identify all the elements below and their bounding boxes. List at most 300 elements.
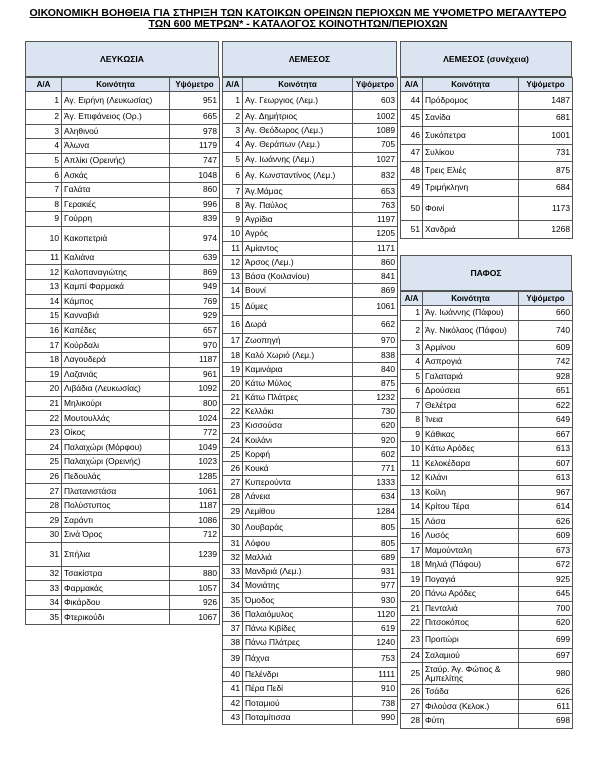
community-name: Τσακίστρα — [62, 566, 170, 581]
table-row — [223, 92, 398, 110]
altitude-value: 1048 — [170, 168, 220, 183]
row-number: 11 — [26, 250, 62, 265]
table-row — [26, 469, 220, 484]
table-row — [26, 484, 220, 499]
altitude-value: 840 — [353, 362, 398, 376]
table-row — [26, 168, 220, 183]
altitude-value: 1086 — [170, 513, 220, 528]
row-number: 39 — [223, 650, 243, 668]
community-name: Φικάρδου — [62, 595, 170, 610]
community-name: Άλωνα — [62, 139, 170, 154]
lemesos-title: ΛΕΜΕΣΟΣ — [222, 41, 397, 77]
row-number: 31 — [223, 536, 243, 550]
row-number: 17 — [26, 338, 62, 353]
altitude-value: 978 — [170, 124, 220, 139]
table-row — [401, 221, 573, 239]
table-row — [223, 391, 398, 405]
row-number: 5 — [26, 153, 62, 168]
row-number: 49 — [401, 179, 423, 197]
table-row — [26, 396, 220, 411]
altitude-value: 929 — [170, 309, 220, 324]
column-header-community: Κοινότητα — [62, 78, 170, 92]
row-number: 36 — [223, 607, 243, 621]
table-row — [401, 369, 573, 384]
community-name: Κουκά — [243, 461, 353, 475]
altitude-value: 875 — [519, 162, 573, 180]
altitude-value: 961 — [170, 367, 220, 382]
altitude-value: 697 — [519, 648, 573, 663]
table-row — [223, 650, 398, 668]
community-name: Ποταμίτισσα — [243, 710, 353, 724]
table-row — [26, 309, 220, 324]
table-row — [26, 139, 220, 154]
row-number: 9 — [223, 213, 243, 227]
altitude-value: 684 — [519, 179, 573, 197]
altitude-value: 619 — [353, 621, 398, 635]
altitude-value: 1179 — [170, 139, 220, 154]
altitude-value: 1002 — [353, 110, 398, 124]
table-row — [26, 197, 220, 212]
row-number: 46 — [401, 127, 423, 145]
altitude-value: 880 — [170, 566, 220, 581]
community-name: Λεμίθου — [243, 504, 353, 518]
community-name: Ποταμιού — [243, 696, 353, 710]
community-name: Κανναβιά — [62, 309, 170, 324]
altitude-value: 839 — [170, 212, 220, 227]
community-name: Απλίκι (Ορεινής) — [62, 153, 170, 168]
row-number: 14 — [401, 500, 423, 515]
community-name: Μονιάτης — [243, 579, 353, 593]
column-header-community: Κοινότητα — [423, 292, 519, 306]
table-row — [223, 447, 398, 461]
community-name: Τσάδα — [423, 685, 519, 700]
table-header-row — [223, 78, 398, 92]
community-name: Φύτη — [423, 714, 519, 729]
row-number: 12 — [223, 255, 243, 269]
community-name: Κορφή — [243, 447, 353, 461]
lemesos-cont-title: ΛΕΜΕΣΟΣ (συνέχεια) — [400, 41, 572, 77]
community-name: Παλαιόμυλος — [243, 607, 353, 621]
altitude-value: 738 — [353, 696, 398, 710]
community-name: Καλό Χωριό (Λεμ.) — [243, 348, 353, 362]
altitude-value: 645 — [519, 587, 573, 602]
community-name: Χανδριά — [423, 221, 519, 239]
altitude-value: 1049 — [170, 440, 220, 455]
table-row — [401, 616, 573, 631]
altitude-value: 763 — [353, 198, 398, 212]
community-name: Κάτω Πλάτρες — [243, 391, 353, 405]
altitude-value: 1061 — [170, 484, 220, 499]
row-number: 27 — [223, 476, 243, 490]
altitude-value: 996 — [170, 197, 220, 212]
row-number: 51 — [401, 221, 423, 239]
altitude-value: 665 — [170, 110, 220, 125]
table-row — [401, 162, 573, 180]
column-header-altitude: Υψόμετρο — [170, 78, 220, 92]
column-header-community: Κοινότητα — [243, 78, 353, 92]
row-number: 17 — [223, 334, 243, 348]
table-row — [26, 498, 220, 513]
table-row — [26, 279, 220, 294]
altitude-value: 931 — [353, 565, 398, 579]
altitude-value: 1285 — [170, 469, 220, 484]
row-number: 30 — [26, 528, 62, 543]
altitude-value: 603 — [353, 92, 398, 110]
altitude-value: 1173 — [519, 197, 573, 221]
community-name: Κελλάκι — [243, 405, 353, 419]
table-row — [223, 227, 398, 241]
table-row — [223, 198, 398, 212]
community-name: Πάνω Κιβίδες — [243, 621, 353, 635]
altitude-value: 910 — [353, 682, 398, 696]
community-name: Καπέδες — [62, 323, 170, 338]
altitude-value: 660 — [519, 306, 573, 321]
row-number: 15 — [26, 309, 62, 324]
table-row — [223, 461, 398, 475]
table-row — [223, 433, 398, 447]
row-number: 35 — [26, 610, 62, 625]
altitude-value: 925 — [519, 572, 573, 587]
table-row — [401, 320, 573, 340]
table-row — [223, 668, 398, 682]
table-row — [223, 362, 398, 376]
table-row — [401, 514, 573, 529]
table-row — [26, 352, 220, 367]
row-number: 3 — [401, 340, 423, 355]
altitude-value: 698 — [519, 714, 573, 729]
table-row — [401, 648, 573, 663]
altitude-value: 1240 — [353, 636, 398, 650]
altitude-value: 657 — [170, 323, 220, 338]
community-name: Δωρά — [243, 316, 353, 334]
table-row — [26, 250, 220, 265]
table-row — [26, 411, 220, 426]
altitude-value: 620 — [353, 419, 398, 433]
row-number: 33 — [26, 581, 62, 596]
row-number: 28 — [401, 714, 423, 729]
table-row — [401, 92, 573, 110]
row-number: 30 — [223, 518, 243, 536]
row-number: 3 — [223, 124, 243, 138]
table-row — [223, 565, 398, 579]
table-row — [223, 504, 398, 518]
table-row — [26, 323, 220, 338]
altitude-value: 1197 — [353, 213, 398, 227]
row-number: 25 — [401, 663, 423, 685]
altitude-value: 928 — [519, 369, 573, 384]
table-row — [401, 413, 573, 428]
table-row — [26, 153, 220, 168]
row-number: 34 — [223, 579, 243, 593]
altitude-value: 1232 — [353, 391, 398, 405]
row-number: 11 — [401, 456, 423, 471]
altitude-value: 626 — [519, 514, 573, 529]
row-number: 23 — [223, 419, 243, 433]
row-number: 19 — [223, 362, 243, 376]
altitude-value: 1120 — [353, 607, 398, 621]
row-number: 14 — [223, 284, 243, 298]
community-name: Κισσούσα — [243, 419, 353, 433]
column-header-altitude: Υψόμετρο — [519, 78, 573, 92]
altitude-value: 740 — [519, 320, 573, 340]
row-number: 47 — [401, 144, 423, 162]
row-number: 9 — [401, 427, 423, 442]
table-row — [401, 179, 573, 197]
community-name: Σινά Όρος — [62, 528, 170, 543]
community-name: Γερακιές — [62, 197, 170, 212]
row-number: 3 — [26, 124, 62, 139]
table-row — [223, 518, 398, 536]
altitude-value: 951 — [170, 92, 220, 110]
altitude-value: 602 — [353, 447, 398, 461]
altitude-value: 651 — [519, 384, 573, 399]
row-number: 18 — [26, 352, 62, 367]
table-row — [26, 367, 220, 382]
altitude-value: 1092 — [170, 382, 220, 397]
row-number: 4 — [223, 138, 243, 152]
community-name: Αγ. Γεωργιος (Λεμ.) — [243, 92, 353, 110]
community-name: Πάνω Πλάτρες — [243, 636, 353, 650]
community-name: Κάτω Μύλος — [243, 376, 353, 390]
community-name: Συλίκου — [423, 144, 519, 162]
altitude-value: 841 — [353, 269, 398, 283]
community-name: Ασκάς — [62, 168, 170, 183]
altitude-value: 689 — [353, 550, 398, 564]
table-row — [401, 601, 573, 616]
table-row — [401, 529, 573, 544]
row-number: 20 — [401, 587, 423, 602]
altitude-value: 673 — [519, 543, 573, 558]
table-row — [401, 558, 573, 573]
table-row — [223, 696, 398, 710]
table-row — [401, 427, 573, 442]
table-header-row — [401, 292, 573, 306]
column-header-altitude: Υψόμετρο — [519, 292, 573, 306]
table-row — [223, 476, 398, 490]
table-row — [223, 607, 398, 621]
community-name: Οίκος — [62, 425, 170, 440]
altitude-value: 613 — [519, 442, 573, 457]
row-number: 16 — [401, 529, 423, 544]
community-name: Σαλαμιού — [423, 648, 519, 663]
row-number: 5 — [223, 152, 243, 166]
altitude-value: 970 — [170, 338, 220, 353]
table-row — [26, 226, 220, 250]
community-name: Άγ. Επιφάνειος (Ορ.) — [62, 110, 170, 125]
community-name: Αγ. Θεόδωρος (Λεμ.) — [243, 124, 353, 138]
pafos-title: ΠΑΦΟΣ — [400, 255, 572, 291]
altitude-value: 838 — [353, 348, 398, 362]
altitude-value: 990 — [353, 710, 398, 724]
altitude-value: 620 — [519, 616, 573, 631]
row-number: 1 — [26, 92, 62, 110]
community-name: Άγ. Ιωάννης (Πάφου) — [423, 306, 519, 321]
table-row — [223, 241, 398, 255]
table-row — [401, 306, 573, 321]
community-name: Αγ. Δημήτριος — [243, 110, 353, 124]
table-row — [223, 152, 398, 166]
community-name: Τριμήκληνη — [423, 179, 519, 197]
table-row — [223, 334, 398, 348]
row-number: 24 — [223, 433, 243, 447]
altitude-value: 626 — [519, 685, 573, 700]
table-row — [26, 110, 220, 125]
table-row — [401, 485, 573, 500]
table-row — [26, 182, 220, 197]
row-number: 1 — [223, 92, 243, 110]
row-number: 35 — [223, 593, 243, 607]
community-name: Σπήλια — [62, 542, 170, 566]
community-name: Κακοπετριά — [62, 226, 170, 250]
community-name: Πιτσοκόπος — [423, 616, 519, 631]
community-name: Λόφου — [243, 536, 353, 550]
community-name: Φοινί — [423, 197, 519, 221]
row-number: 21 — [223, 391, 243, 405]
row-number: 40 — [223, 668, 243, 682]
row-number: 8 — [26, 197, 62, 212]
row-number: 10 — [26, 226, 62, 250]
row-number: 18 — [401, 558, 423, 573]
community-name: Δρούσεια — [423, 384, 519, 399]
row-number: 21 — [401, 601, 423, 616]
column-header-aa: Α/Α — [401, 292, 423, 306]
table-row — [223, 636, 398, 650]
community-name: Πολύστυπος — [62, 498, 170, 513]
table-row — [26, 440, 220, 455]
altitude-value: 614 — [519, 500, 573, 515]
altitude-value: 771 — [353, 461, 398, 475]
row-number: 48 — [401, 162, 423, 180]
row-number: 7 — [223, 184, 243, 198]
community-name: Καλοπαναγιώτης — [62, 265, 170, 280]
row-number: 7 — [401, 398, 423, 413]
community-name: Άγ.Μάμας — [243, 184, 353, 198]
table-row — [401, 398, 573, 413]
altitude-value: 860 — [170, 182, 220, 197]
community-name: Λυσός — [423, 529, 519, 544]
altitude-value: 613 — [519, 471, 573, 486]
row-number: 16 — [223, 316, 243, 334]
community-name: Καμπί Φαρμακά — [62, 279, 170, 294]
altitude-value: 607 — [519, 456, 573, 471]
table-row — [223, 682, 398, 696]
altitude-value: 622 — [519, 398, 573, 413]
column-header-aa: Α/Α — [26, 78, 62, 92]
row-number: 29 — [223, 504, 243, 518]
community-name: Γαλάτα — [62, 182, 170, 197]
community-name: Μηλικούρι — [62, 396, 170, 411]
altitude-value: 1268 — [519, 221, 573, 239]
row-number: 22 — [223, 405, 243, 419]
community-name: Τρεις Ελιές — [423, 162, 519, 180]
row-number: 4 — [401, 355, 423, 370]
community-name: Παλαιχώρι (Μόρφου) — [62, 440, 170, 455]
row-number: 2 — [401, 320, 423, 340]
altitude-value: 800 — [170, 396, 220, 411]
row-number: 23 — [401, 630, 423, 648]
table-row — [223, 124, 398, 138]
row-number: 27 — [26, 484, 62, 499]
row-number: 1 — [401, 306, 423, 321]
community-name: Πενταλιά — [423, 601, 519, 616]
community-name: Άρσος (Λεμ.) — [243, 255, 353, 269]
community-name: Κούρδαλι — [62, 338, 170, 353]
table-row — [26, 124, 220, 139]
row-number: 26 — [26, 469, 62, 484]
column-header-altitude: Υψόμετρο — [353, 78, 398, 92]
row-number: 8 — [223, 198, 243, 212]
row-number: 4 — [26, 139, 62, 154]
altitude-value: 805 — [353, 536, 398, 550]
altitude-value: 926 — [170, 595, 220, 610]
table-row — [401, 340, 573, 355]
altitude-value: 1187 — [170, 498, 220, 513]
community-name: Λάσα — [423, 514, 519, 529]
table-row — [223, 110, 398, 124]
community-name: Αγ. Ιωάννης (Λεμ.) — [243, 152, 353, 166]
community-name: Αγρός — [243, 227, 353, 241]
community-name: Πλατανιστάσα — [62, 484, 170, 499]
table-row — [401, 630, 573, 648]
community-name: Κελοκέδαρα — [423, 456, 519, 471]
row-number: 29 — [26, 513, 62, 528]
altitude-value: 980 — [519, 663, 573, 685]
table-row — [26, 265, 220, 280]
table-row — [26, 610, 220, 625]
table-header-row — [26, 78, 220, 92]
community-name: Μαμούνταλη — [423, 543, 519, 558]
row-number: 10 — [223, 227, 243, 241]
table-header-row — [401, 78, 573, 92]
community-name: Προιτώρι — [423, 630, 519, 648]
altitude-value: 712 — [170, 528, 220, 543]
altitude-value: 875 — [353, 376, 398, 390]
row-number: 6 — [26, 168, 62, 183]
altitude-value: 639 — [170, 250, 220, 265]
altitude-value: 920 — [353, 433, 398, 447]
community-name: Σταύρ. Άγ. Φώτιος & Αμπελίτης — [423, 663, 519, 685]
altitude-value: 1333 — [353, 476, 398, 490]
community-name: Αγ. Κωνσταντίνος (Λεμ.) — [243, 166, 353, 184]
community-name: Βάσα (Κοιλανίου) — [243, 269, 353, 283]
table-row — [401, 355, 573, 370]
altitude-value: 672 — [519, 558, 573, 573]
community-name: Αρμίνου — [423, 340, 519, 355]
row-number: 19 — [26, 367, 62, 382]
table-row — [223, 298, 398, 316]
row-number: 13 — [223, 269, 243, 283]
community-name: Καλιάνα — [62, 250, 170, 265]
community-name: Ασπρογιά — [423, 355, 519, 370]
community-name: Λαγουδερά — [62, 352, 170, 367]
table-row — [26, 566, 220, 581]
table-row — [401, 500, 573, 515]
community-name: Κρίτου Τέρα — [423, 500, 519, 515]
altitude-value: 1067 — [170, 610, 220, 625]
table-row — [223, 376, 398, 390]
community-name: Καμινάρια — [243, 362, 353, 376]
altitude-value: 977 — [353, 579, 398, 593]
row-number: 37 — [223, 621, 243, 635]
community-name: Ζωοπηγή — [243, 334, 353, 348]
altitude-value: 662 — [353, 316, 398, 334]
altitude-value: 860 — [353, 255, 398, 269]
community-name: Πάχνα — [243, 650, 353, 668]
row-number: 15 — [401, 514, 423, 529]
community-name: Πάνω Αρόδες — [423, 587, 519, 602]
row-number: 12 — [401, 471, 423, 486]
community-name: Μανδριά (Λεμ.) — [243, 565, 353, 579]
